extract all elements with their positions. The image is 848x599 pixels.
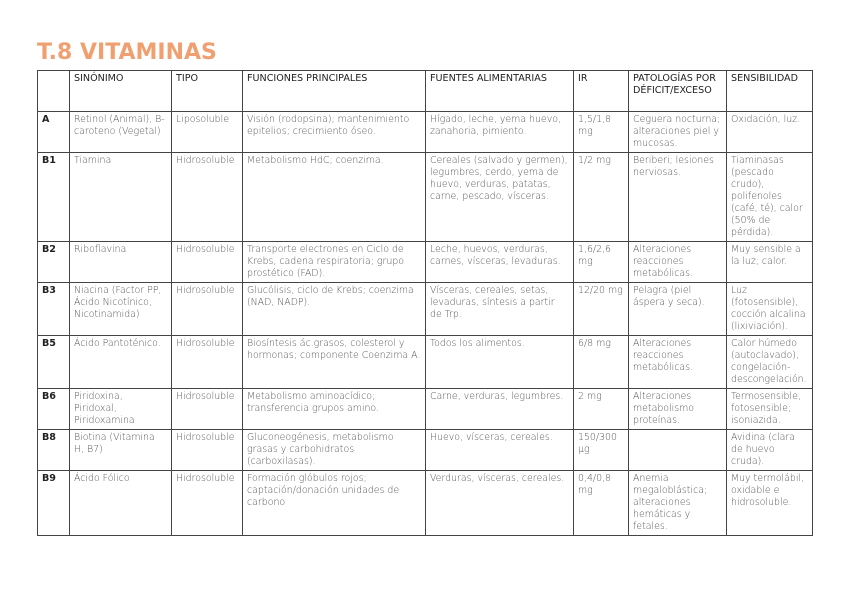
fuentes-cell: Cereales (salvado y germen), legumbres, cerdo, yema de huevo, verduras, patatas, carne, pescado, vísceras. — [426, 153, 574, 242]
funciones-cell: Metabolismo HdC; coenzima. — [243, 153, 426, 242]
vitamin-code: B3 — [38, 283, 70, 336]
ir-cell: 6/8 mg — [574, 336, 629, 389]
patologias-cell: Alteraciones reacciones metabólicas. — [629, 242, 727, 283]
table-row — [38, 389, 813, 430]
table-row — [38, 242, 813, 283]
fuentes-cell: Vísceras, cereales, setas, levaduras, síntesis a partir de Trp. — [426, 283, 574, 336]
sinonimo-cell: Ácido Pantoténico. — [70, 336, 172, 389]
ir-cell: 2 mg — [574, 389, 629, 430]
header-row — [38, 71, 813, 112]
fuentes-cell: Hígado, leche, yema huevo, zanahoria, pimiento. — [426, 112, 574, 153]
tipo-cell: Hidrosoluble — [172, 283, 243, 336]
vitamin-code: B2 — [38, 242, 70, 283]
vitamins-table — [37, 70, 813, 536]
header-patologias: PATOLOGÍAS POR DÉFICIT/EXCESO — [629, 71, 727, 112]
funciones-cell: Visión (rodopsina); mantenimiento epitelios; crecimiento óseo. — [243, 112, 426, 153]
patologias-cell: Alteraciones reacciones metabólicas. — [629, 336, 727, 389]
ir-cell: 1,6/2,6 mg — [574, 242, 629, 283]
vitamin-code: B1 — [38, 153, 70, 242]
sinonimo-cell: Tiamina — [70, 153, 172, 242]
funciones-cell: Transporte electrones en Ciclo de Krebs, cadena respiratoria; grupo prostético (FAD). — [243, 242, 426, 283]
header-funciones: FUNCIONES PRINCIPALES — [243, 71, 426, 112]
funciones-cell: Glucólisis, ciclo de Krebs; coenzima (NAD, NADP). — [243, 283, 426, 336]
vitamin-code: B5 — [38, 336, 70, 389]
sinonimo-cell: Niacina (Factor PP, Ácido Nicotínico, Nicotinamida) — [70, 283, 172, 336]
sensibilidad-cell: Avidina (clara de huevo cruda). — [727, 430, 813, 471]
ir-cell: 150/300 µg — [574, 430, 629, 471]
patologias-cell: Beriberi; lesiones nerviosas. — [629, 153, 727, 242]
sinonimo-cell: Ácido Fólico — [70, 471, 172, 536]
sensibilidad-cell: Termosensible, fotosensible; isoniazida. — [727, 389, 813, 430]
patologias-cell: Alteraciones metabolismo proteínas. — [629, 389, 727, 430]
sensibilidad-cell: Luz (fotosensible), cocción alcalina (lixiviación). — [727, 283, 813, 336]
ir-cell: 1/2 mg — [574, 153, 629, 242]
patologias-cell: Pelagra (piel áspera y seca). — [629, 283, 727, 336]
header-tipo: TIPO — [172, 71, 243, 112]
sensibilidad-cell: Muy termolábil, oxidable e hidrosoluble. — [727, 471, 813, 536]
sinonimo-cell: Biotina (Vitamina H, B7) — [70, 430, 172, 471]
page-title: T.8 VITAMINAS — [37, 40, 217, 65]
tipo-cell: Liposoluble — [172, 112, 243, 153]
fuentes-cell: Verduras, vísceras, cereales. — [426, 471, 574, 536]
sinonimo-cell: Retinol (Animal), B-caroteno (Vegetal) — [70, 112, 172, 153]
header-code — [38, 71, 70, 112]
header-ir: IR — [574, 71, 629, 112]
table-row — [38, 112, 813, 153]
ir-cell: 12/20 mg — [574, 283, 629, 336]
table-row — [38, 283, 813, 336]
funciones-cell: Biosíntesis ác.grasos, colesterol y hormonas; componente Coenzima A. — [243, 336, 426, 389]
tipo-cell: Hidrosoluble — [172, 389, 243, 430]
fuentes-cell: Todos los alimentos. — [426, 336, 574, 389]
sinonimo-cell: Piridoxina, Piridoxal, Piridoxamina — [70, 389, 172, 430]
sensibilidad-cell: Tiaminasas (pescado crudo), polifenoles (café, té), calor (50% de pérdida). — [727, 153, 813, 242]
funciones-cell: Formación glóbulos rojos; captación/donación unidades de carbono — [243, 471, 426, 536]
table-row — [38, 471, 813, 536]
header-sinonimo: SINÓNIMO — [70, 71, 172, 112]
vitamin-code: A — [38, 112, 70, 153]
vitamin-code: B6 — [38, 389, 70, 430]
sensibilidad-cell: Calor húmedo (autoclavado), congelación-descongelación. — [727, 336, 813, 389]
fuentes-cell: Leche, huevos, verduras, carnes, vísceras, levaduras. — [426, 242, 574, 283]
patologias-cell: Ceguera nocturna; alteraciones piel y mucosas. — [629, 112, 727, 153]
tipo-cell: Hidrosoluble — [172, 336, 243, 389]
header-sensibilidad: SENSIBILIDAD — [727, 71, 813, 112]
ir-cell: 1,5/1,8 mg — [574, 112, 629, 153]
ir-cell: 0,4/0,8 mg — [574, 471, 629, 536]
fuentes-cell: Huevo, vísceras, cereales. — [426, 430, 574, 471]
sinonimo-cell: Riboflavina — [70, 242, 172, 283]
funciones-cell: Metabolismo aminoacídico; transferencia grupos amino. — [243, 389, 426, 430]
patologias-cell: Anemia megaloblástica; alteraciones hemáticas y fetales. — [629, 471, 727, 536]
table-row — [38, 430, 813, 471]
sensibilidad-cell: Oxidación, luz. — [727, 112, 813, 153]
header-fuentes: FUENTES ALIMENTARIAS — [426, 71, 574, 112]
tipo-cell: Hidrosoluble — [172, 430, 243, 471]
table-row — [38, 336, 813, 389]
fuentes-cell: Carne, verduras, legumbres. — [426, 389, 574, 430]
table-row — [38, 153, 813, 242]
patologias-cell — [629, 430, 727, 471]
tipo-cell: Hidrosoluble — [172, 471, 243, 536]
tipo-cell: Hidrosoluble — [172, 153, 243, 242]
vitamin-code: B9 — [38, 471, 70, 536]
funciones-cell: Gluconeogénesis, metabolismo grasas y carbohidratos (carboxilasas). — [243, 430, 426, 471]
vitamin-code: B8 — [38, 430, 70, 471]
tipo-cell: Hidrosoluble — [172, 242, 243, 283]
sensibilidad-cell: Muy sensible a la luz; calor. — [727, 242, 813, 283]
